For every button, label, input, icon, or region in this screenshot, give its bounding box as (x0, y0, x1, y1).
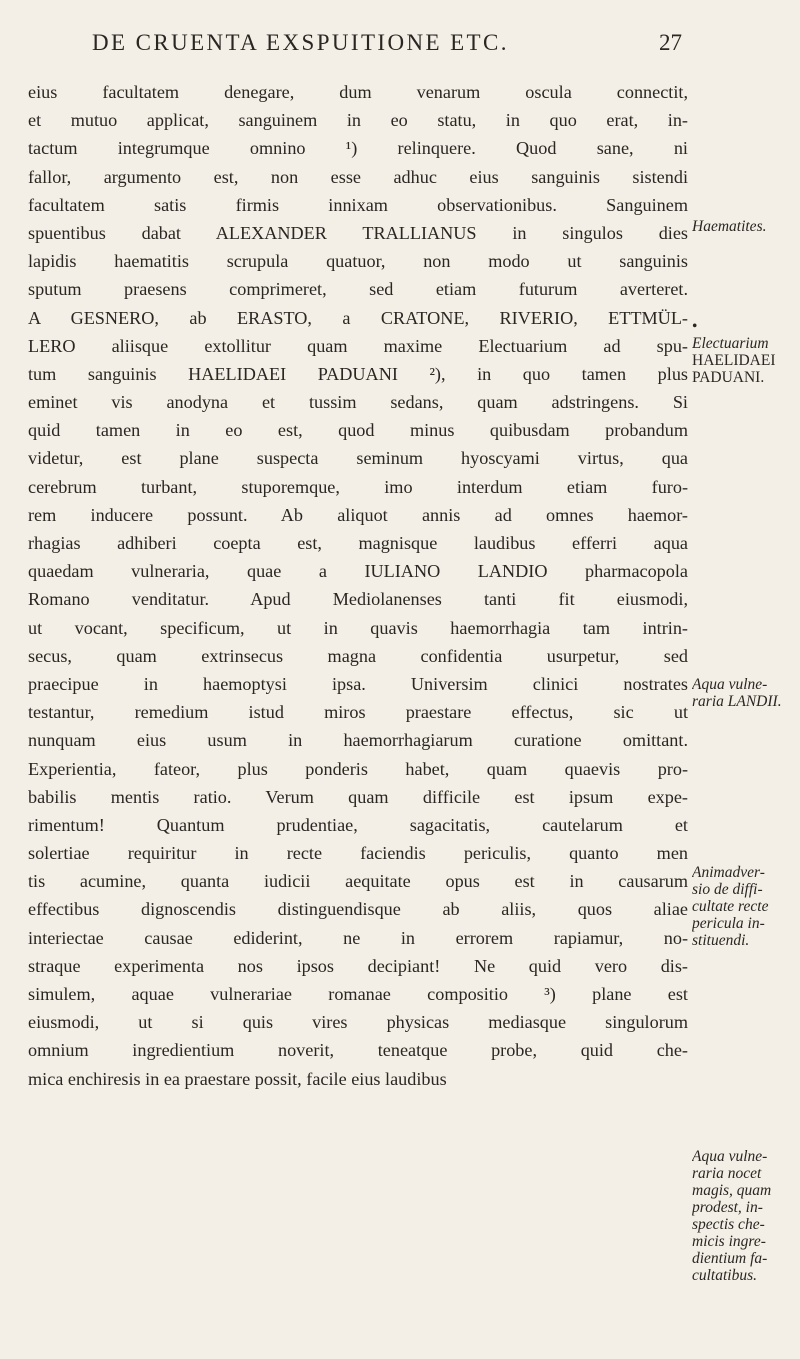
margin-note-aqua-nocet (692, 1148, 800, 1284)
text-line: testantur, remedium istud miros praestare effectus, sic ut (28, 702, 688, 723)
running-header (92, 30, 682, 56)
text-line: Romano venditatur. Apud Mediolanenses tanti fit eiusmodi, (28, 589, 688, 610)
text-line: eiusmodi, ut si quis vires physicas mediasque singulorum (28, 1012, 688, 1033)
text-line: rhagias adhiberi coepta est, magnisque laudibus efferri aqua (28, 533, 688, 553)
text-line: lapidis haematitis scrupula quatuor, non modo ut sanguinis (28, 251, 688, 272)
margin-note-line: stituendi. (692, 932, 750, 949)
margin-note-line: HAELIDAEI (692, 352, 776, 369)
text-line: simulem, aquae vulnerariae romanae compositio ³) plane est (28, 984, 688, 1004)
text-line: secus, quam extrinsecus magna confidentia usurpetur, sed (28, 645, 688, 666)
margin-note-line: cultatibus. (692, 1267, 758, 1284)
text-line: videtur, est plane suspecta seminum hyoscyami virtus, qua (28, 448, 688, 469)
text-line: praecipue in haemoptysi ipsa. Universim clinici nostrates (28, 673, 688, 694)
margin-note-line: PADUANI. (692, 369, 765, 386)
margin-note-line: sio de diffi- (692, 881, 763, 898)
margin-note-aqua-landii (692, 676, 800, 710)
text-line: A GESNERO, ab ERASTO, a CRATONE, RIVERIO, ETTMÜL- (28, 307, 688, 328)
text-line: facultatem satis firmis innixam observationibus. Sanguinem (28, 194, 688, 215)
text-line: straque experimenta nos ipsos decipiant! Ne quid vero dis- (28, 955, 688, 976)
text-line: tum sanguinis HAELIDAEI PADUANI ²), in quo tamen plus (28, 363, 688, 384)
body-text (28, 78, 688, 1093)
text-line: mica enchiresis in ea praestare possit, facile eius laudibus (28, 1068, 447, 1089)
margin-note-line: Animadver- (692, 864, 765, 881)
text-line: spuentibus dabat ALEXANDER TRALLIANUS in singulos dies (28, 222, 688, 243)
margin-note-line: cultate recte (692, 898, 769, 915)
text-line: effectibus dignoscendis distinguendisque ab aliis, quos aliae (28, 899, 688, 920)
text-line: tactum integrumque omnino ¹) relinquere. Quod sane, ni (28, 138, 688, 159)
text-line: nunquam eius usum in haemorrhagiarum curatione omittant. (28, 730, 688, 751)
margin-note-line: • (692, 318, 698, 335)
margin-note-line: magis, quam (692, 1182, 772, 1199)
margin-note-line: raria LANDII. (692, 693, 782, 710)
page-number: 27 (659, 30, 682, 55)
margin-note-line: Aqua vulne- (692, 676, 768, 693)
text-line: Experientia, fateor, plus ponderis habet, quam quaevis pro- (28, 758, 688, 779)
margin-note-line: dientium fa- (692, 1250, 768, 1267)
margin-note-haematites (692, 218, 800, 235)
margin-note-line: pericula in- (692, 915, 765, 932)
margin-note-animadversio (692, 864, 800, 949)
text-line: solertiae requiritur in recte faciendis periculis, quanto men (28, 843, 688, 864)
margin-note-line: Aqua vulne- (692, 1148, 768, 1165)
margin-note-line: spectis che- (692, 1216, 765, 1233)
text-line: tis acumine, quanta iudicii aequitate opus est in causarum (28, 871, 688, 892)
margin-note-line: raria nocet (692, 1165, 762, 1182)
text-line: quid tamen in eo est, quod minus quibusdam probandum (28, 420, 688, 441)
text-line: ut vocant, specificum, ut in quavis haemorrhagia tam intrin- (28, 617, 688, 638)
margin-note-electuarium (692, 318, 800, 386)
text-line: cerebrum turbant, stuporemque, imo interdum etiam furo- (28, 476, 688, 497)
text-line: babilis mentis ratio. Verum quam difficile est ipsum expe- (28, 786, 688, 807)
text-line: eminet vis anodyna et tussim sedans, quam adstringens. Si (28, 392, 688, 413)
text-line: rimentum! Quantum prudentiae, sagacitatis, cautelarum et (28, 814, 688, 835)
running-title: DE CRUENTA EXSPUITIONE ETC. (92, 30, 509, 55)
text-line: eius facultatem denegare, dum venarum oscula connectit, (28, 82, 688, 102)
margin-note-line: Electuarium (692, 335, 769, 352)
text-line: quaedam vulneraria, quae a IULIANO LANDIO pharmacopola (28, 561, 688, 582)
margin-note-line: Haematites. (692, 218, 767, 235)
margin-note-line: micis ingre- (692, 1233, 766, 1250)
text-line: sputum praesens comprimeret, sed etiam futurum averteret. (28, 279, 688, 300)
margin-note-line: prodest, in- (692, 1199, 763, 1216)
text-line: LERO aliisque extollitur quam maxime Electuarium ad spu- (28, 335, 688, 356)
text-line: interiectae causae ediderint, ne in errorem rapiamur, no- (28, 927, 688, 948)
text-line: fallor, argumento est, non esse adhuc eius sanguinis sistendi (28, 166, 688, 187)
text-line: et mutuo applicat, sanguinem in eo statu, in quo erat, in- (28, 110, 688, 131)
text-line: omnium ingredientium noverit, teneatque probe, quid che- (28, 1040, 688, 1061)
text-line: rem inducere possunt. Ab aliquot annis ad omnes haemor- (28, 504, 688, 525)
